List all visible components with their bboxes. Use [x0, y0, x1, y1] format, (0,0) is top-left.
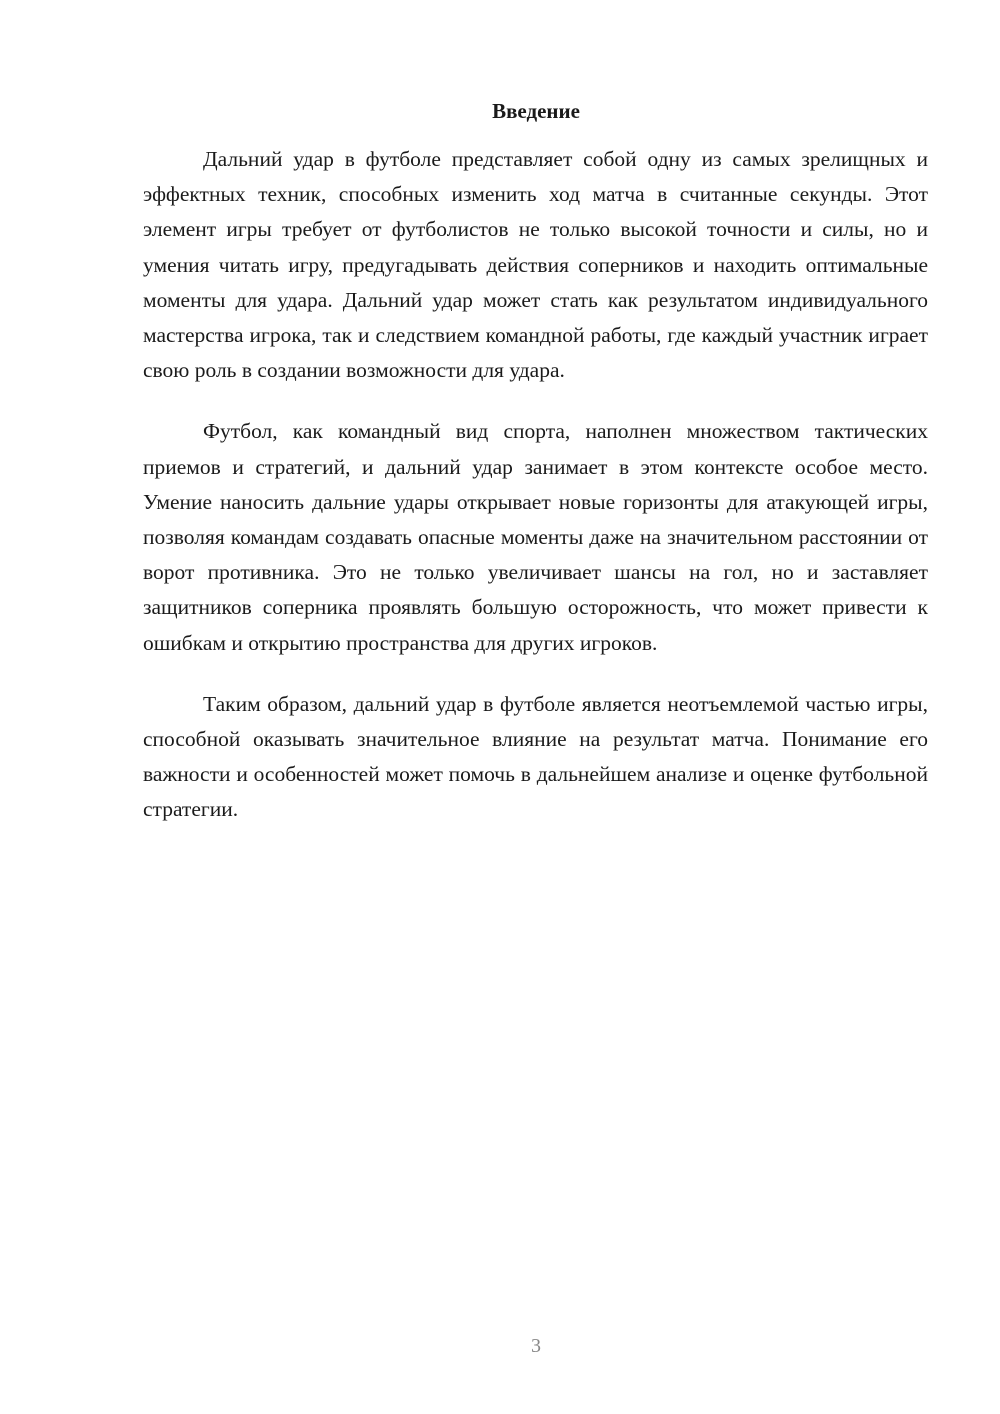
paragraph-3: Таким образом, дальний удар в футболе является неотъемлемой частью игры, способной оказывать значительное влияние на результат матча. Понимание его важности и особенностей может помочь в дальнейшем анализе и оценке футбольной стратегии. — [143, 691, 928, 822]
paragraph-2: Футбол, как командный вид спорта, наполнен множеством тактических приемов и стратегий, и дальний удар занимает в этом контексте особое место. Умение наносить дальние удары открывает новые горизонты для атакующей игры, позволяя командам создавать опасные моменты даже на значительном расстоянии от ворот противника. Это не только увеличивает шансы на гол, но и заставляет защитников соперника проявлять большую осторожность, что может привести к ошибкам и открытию пространства для других игроков. — [143, 419, 928, 655]
page-number: 3 — [531, 1335, 541, 1357]
body-text — [143, 142, 928, 854]
paragraph-1: Дальний удар в футболе представляет собой одну из самых зрелищных и эффектных техник, способных изменить ход матча в считанные секунды. Этот элемент игры требует от футболистов не только высокой точности и силы, но и умения читать игру, предугадывать действия соперников и находить оптимальные моменты для удара. Дальний удар может стать как результатом индивидуального мастерства игрока, так и следствием командной работы, где каждый участник играет свою роль в создании возможности для удара. — [143, 147, 928, 383]
section-title: Введение — [492, 99, 580, 123]
